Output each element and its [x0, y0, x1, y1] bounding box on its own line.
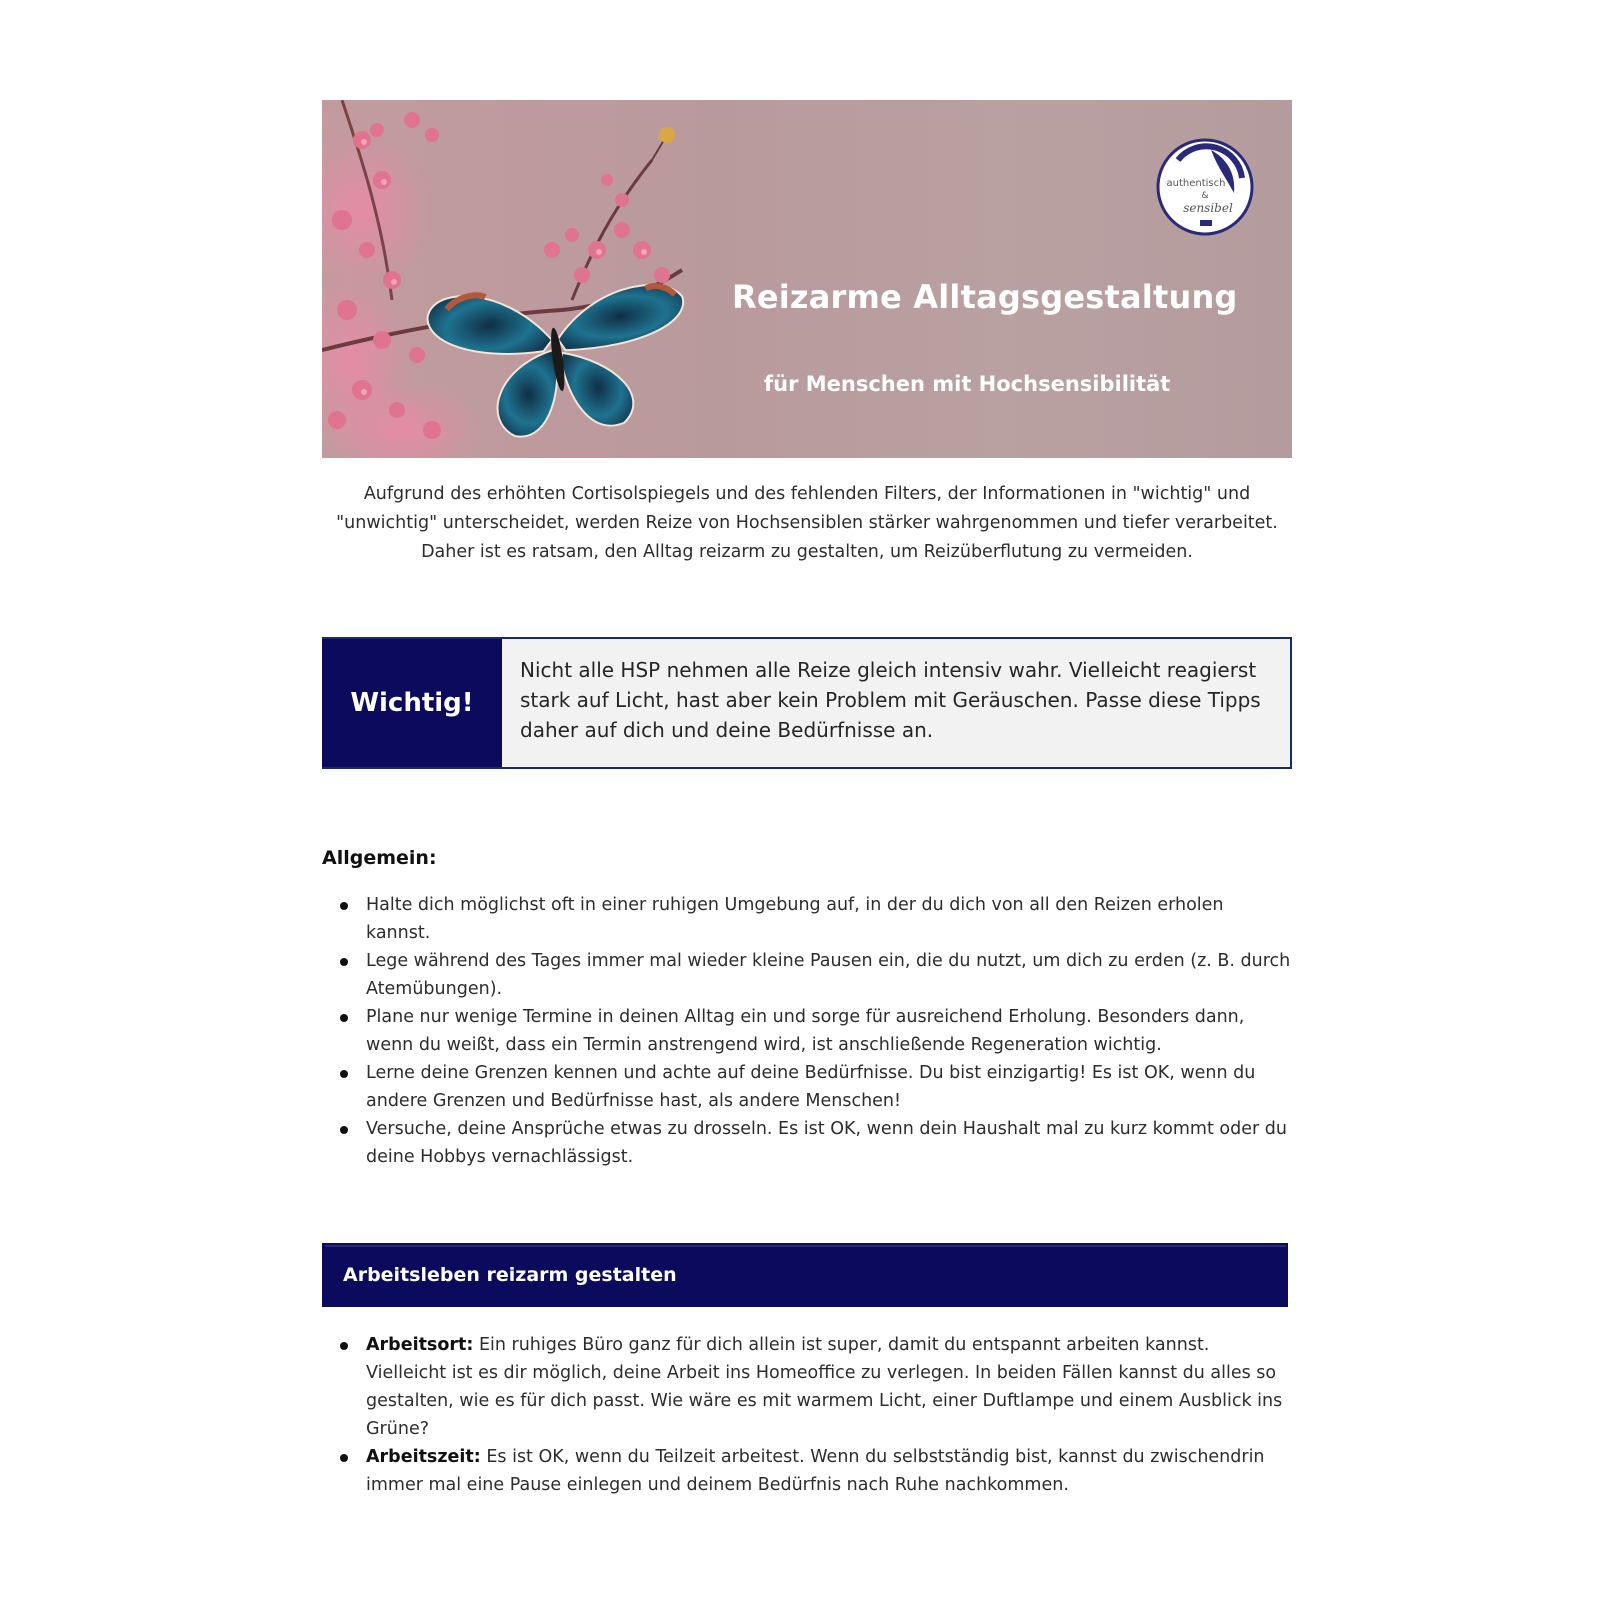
svg-text:authentisch: authentisch: [1166, 178, 1226, 189]
header-banner: [322, 100, 1292, 458]
page-subtitle: für Menschen mit Hochsensibilität: [764, 372, 1171, 396]
arbeitsleben-list: [322, 1331, 1292, 1499]
svg-text:&: &: [1201, 191, 1209, 201]
section-bar-arbeitsleben: [322, 1243, 1288, 1307]
intro-paragraph: Aufgrund des erhöhten Cortisolspiegels und des fehlenden Filters, der Informationen in "wichtig" und "unwichtig" unterscheidet, werden Reize von Hochsensiblen stärker wahrgenommen und tiefer verarbeitet. Daher ist es ratsam, den Alltag reizarm zu gestalten, um Reizüberflutung zu vermeiden.: [336, 484, 1278, 562]
page-title: Reizarme Alltagsgestaltung: [732, 278, 1238, 316]
item-text: Es ist OK, wenn du Teilzeit arbeitest. Wenn du selbstständig bist, kannst du zwischendrin immer mal eine Pause einlegen und deinem Bedürfnis nach Ruhe nachkommen.: [366, 1447, 1265, 1495]
document-page: [322, 100, 1292, 1499]
important-notice-box: [322, 637, 1292, 769]
list-item: [366, 1443, 1292, 1499]
section-title-arbeitsleben: Arbeitsleben reizarm gestalten: [343, 1264, 677, 1286]
important-label: Wichtig!: [322, 639, 502, 767]
list-item: Lerne deine Grenzen kennen und achte auf deine Bedürfnisse. Du bist einzigartig! Es ist OK, wenn du andere Grenzen und Bedürfnisse hast, als andere Menschen!: [366, 1059, 1292, 1115]
item-text: Ein ruhiges Büro ganz für dich allein ist super, damit du entspannt arbeiten kannst. Vielleicht ist es dir möglich, deine Arbeit ins Homeoffice zu verlegen. In beiden Fällen kannst du alles so gestalten, wie es für dich passt. Wie wäre es mit warmem Licht, einer Duftlampe und einem Ausblick ins Grüne?: [366, 1335, 1283, 1439]
svg-text:sensibel: sensibel: [1183, 201, 1233, 215]
allgemein-list: [322, 891, 1292, 1171]
list-item: Halte dich möglichst oft in einer ruhigen Umgebung auf, in der du dich von all den Reizen erholen kannst.: [366, 891, 1292, 947]
list-item: Versuche, deine Ansprüche etwas zu drosseln. Es ist OK, wenn dein Haushalt mal zu kurz kommt oder du deine Hobbys vernachlässigst.: [366, 1115, 1292, 1171]
list-item: Plane nur wenige Termine in deinen Alltag ein und sorge für ausreichend Erholung. Besonders dann, wenn du weißt, dass ein Termin anstrengend wird, ist anschließende Regeneration wichtig.: [366, 1003, 1292, 1059]
brand-logo: [1156, 138, 1254, 236]
item-lead: Arbeitszeit:: [366, 1447, 481, 1467]
list-item: [366, 1331, 1292, 1443]
important-text: Nicht alle HSP nehmen alle Reize gleich intensiv wahr. Vielleicht reagierst stark auf Licht, hast aber kein Problem mit Geräuschen. Passe diese Tipps daher auf dich und deine Bedürfnisse an.: [502, 639, 1290, 767]
item-lead: Arbeitsort:: [366, 1335, 474, 1355]
list-item: Lege während des Tages immer mal wieder kleine Pausen ein, die du nutzt, um dich zu erden (z. B. durch Atemübungen).: [366, 947, 1292, 1003]
section-heading-allgemein: Allgemein:: [322, 847, 437, 869]
